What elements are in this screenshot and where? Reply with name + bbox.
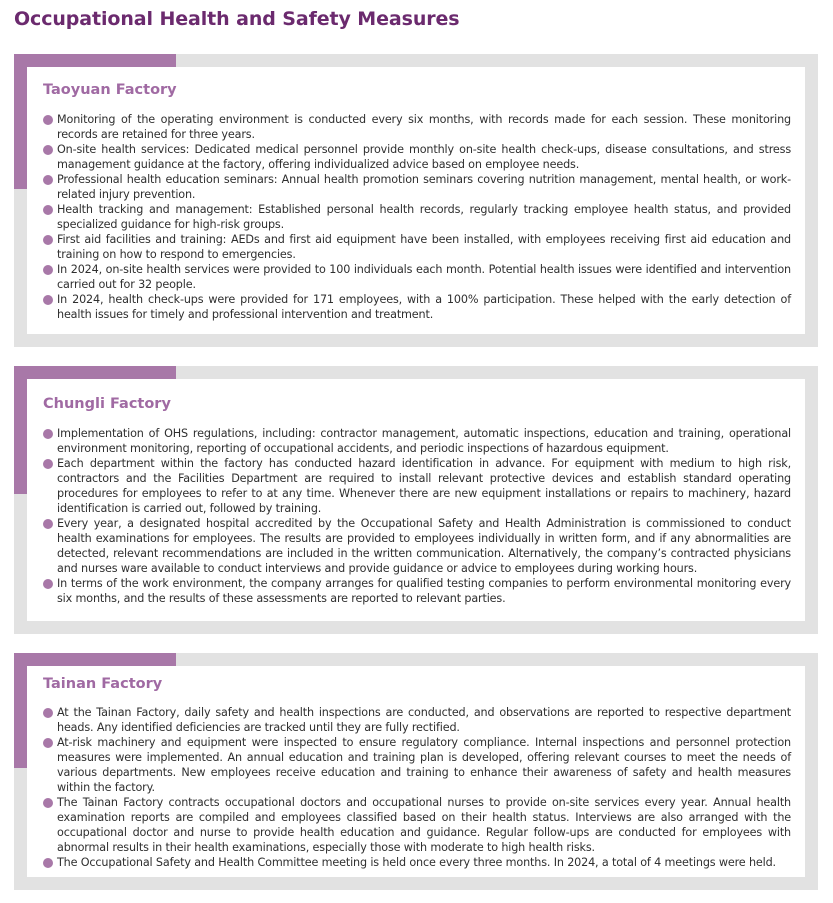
bullet-dot-icon [43, 265, 53, 275]
list-item [43, 576, 791, 606]
section-accent-bar [14, 54, 27, 189]
section-accent-bar [14, 366, 176, 379]
measures-list [43, 705, 791, 870]
taoyuan-factory-section [14, 54, 818, 347]
chungli-factory-section [14, 366, 818, 634]
bullet-dot-icon [43, 798, 53, 808]
factory-title: Taoyuan Factory [43, 82, 177, 98]
measures-list [43, 426, 791, 606]
bullet-dot-icon [43, 175, 53, 185]
item-text: Implementation of OHS regulations, including: contractor management, automatic inspections, education and training, operational environment monitoring, reporting of occupational accidents, and periodic inspections of hazardous equipment. [57, 427, 791, 455]
section-accent-bar [14, 653, 176, 666]
list-item [43, 112, 791, 142]
item-text: Health tracking and management: Established personal health records, regularly tracking employee health status, and provided specialized guidance for high-risk groups. [57, 203, 791, 231]
item-text: The Tainan Factory contracts occupational doctors and occupational nurses to provide on-site services every year. Annual health examination reports are compiled and employees classified based on their health status. Interviews are also arranged with the occupational doctor and nurse to provide health education and guidance. Regular follow-ups are conducted for employees with abnormal results in their health examinations, especially those with moderate to high health risks. [57, 796, 791, 854]
list-item [43, 516, 791, 576]
list-item [43, 426, 791, 456]
bullet-dot-icon [43, 115, 53, 125]
factory-title: Chungli Factory [43, 396, 171, 412]
section-card [27, 666, 805, 877]
item-text: At-risk machinery and equipment were inspected to ensure regulatory compliance. Internal inspections and personnel protection measures were implemented. An annual education and training plan is developed, offering relevant courses to meet the needs of various departments. New employees receive education and training to enhance their awareness of safety and health measures within the factory. [57, 736, 791, 794]
section-card [27, 67, 805, 334]
bullet-dot-icon [43, 579, 53, 589]
list-item [43, 456, 791, 516]
item-text: The Occupational Safety and Health Committee meeting is held once every three months. In 2024, a total of 4 meetings were held. [57, 856, 776, 869]
section-accent-bar [14, 653, 27, 768]
item-text: Professional health education seminars: Annual health promotion seminars covering nutrition management, mental health, or work-related injury prevention. [57, 173, 791, 201]
bullet-dot-icon [43, 708, 53, 718]
item-text: At the Tainan Factory, daily safety and health inspections are conducted, and observations are reported to respective department heads. Any identified deficiencies are tracked until they are fully rectified. [57, 706, 791, 734]
item-text: On-site health services: Dedicated medical personnel provide monthly on-site health check-ups, disease consultations, and stress management guidance at the factory, offering individualized advice based on employee needs. [57, 143, 791, 171]
list-item [43, 142, 791, 172]
item-text: In 2024, on-site health services were provided to 100 individuals each month. Potential health issues were identified and intervention carried out for 32 people. [57, 263, 791, 291]
bullet-dot-icon [43, 858, 53, 868]
list-item [43, 795, 791, 855]
item-text: Each department within the factory has conducted hazard identification in advance. For equipment with medium to high risk, contractors and the Facilities Department are required to install relevant protective devices and establish standard operating procedures for employees to refer to at any time. Whenever there are new equipment installations or repairs to machinery, hazard identification is carried out, followed by training. [57, 457, 791, 515]
item-text: Every year, a designated hospital accredited by the Occupational Safety and Health Administration is commissioned to conduct health examinations for employees. The results are provided to employees individually in written form, and if any abnormalities are detected, relevant recommendations are included in the written communication. Alternatively, the company’s contracted physicians and nurses ware available to conduct interviews and provide guidance or advice to employees during working hours. [57, 517, 791, 575]
bullet-dot-icon [43, 459, 53, 469]
bullet-dot-icon [43, 519, 53, 529]
measures-list [43, 112, 791, 322]
page-title: Occupational Health and Safety Measures [14, 8, 460, 30]
bullet-dot-icon [43, 235, 53, 245]
list-item [43, 232, 791, 262]
bullet-dot-icon [43, 429, 53, 439]
list-item [43, 705, 791, 735]
list-item [43, 292, 791, 322]
list-item [43, 262, 791, 292]
bullet-dot-icon [43, 145, 53, 155]
list-item [43, 172, 791, 202]
bullet-dot-icon [43, 738, 53, 748]
item-text: First aid facilities and training: AEDs and first aid equipment have been installed, with employees receiving first aid education and training on how to respond to emergencies. [57, 233, 791, 261]
section-accent-bar [14, 54, 176, 67]
bullet-dot-icon [43, 295, 53, 305]
tainan-factory-section [14, 653, 818, 890]
factory-title: Tainan Factory [43, 676, 163, 692]
list-item [43, 735, 791, 795]
section-accent-bar [14, 366, 27, 494]
section-card [27, 379, 805, 621]
item-text: In terms of the work environment, the company arranges for qualified testing companies to perform environmental monitoring every six months, and the results of these assessments are reported to relevant parties. [57, 577, 791, 605]
item-text: Monitoring of the operating environment is conducted every six months, with records made for each session. These monitoring records are retained for three years. [57, 113, 791, 141]
list-item [43, 855, 791, 870]
bullet-dot-icon [43, 205, 53, 215]
list-item [43, 202, 791, 232]
item-text: In 2024, health check-ups were provided for 171 employees, with a 100% participation. These helped with the early detection of health issues for timely and professional intervention and treatment. [57, 293, 791, 321]
